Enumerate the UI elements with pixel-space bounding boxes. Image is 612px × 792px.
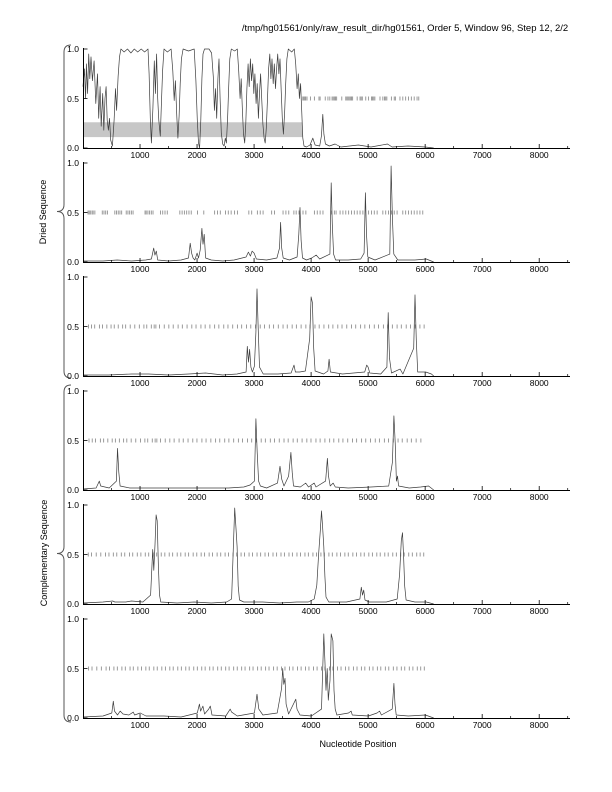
y-tick-label: 0.5 [67,663,79,674]
y-tick-label: 0.5 [67,549,79,560]
dried-sequence-label: Dried Sequence [38,179,48,245]
x-tick-label: 6000 [415,378,435,388]
x-tick-label: 4000 [301,720,321,730]
y-tick-label: 0.5 [67,435,79,446]
x-tick-label: 1000 [130,150,150,160]
signal-line [83,634,434,718]
y-tick-label: 0.0 [67,371,79,381]
x-tick-label: 2000 [187,606,207,616]
x-tick-label: 1000 [130,720,150,730]
x-tick-label: 3000 [244,378,264,388]
signal-panel-complementary-2 [83,504,570,605]
x-tick-label: 1000 [130,264,150,274]
x-tick-label: 3000 [244,492,264,502]
x-tick-label: 3000 [244,606,264,616]
signal-panel-complementary-1 [83,390,570,491]
y-tick-label: 1.0 [67,386,79,396]
x-tick-label: 5000 [358,150,378,160]
y-tick-label: 1.0 [67,272,79,282]
y-tick-label: 0.0 [67,599,79,609]
y-tick-label: 0.0 [67,257,79,267]
y-tick-label: 0.0 [67,143,79,153]
x-tick-label: 3000 [244,264,264,274]
x-tick-label: 8000 [529,606,549,616]
x-tick-label: 8000 [529,264,549,274]
signal-plot-dried-2 [83,162,570,265]
y-tick-label: 1.0 [67,500,79,510]
x-tick-label: 4000 [301,492,321,502]
signal-plot-complementary-3 [83,618,570,721]
x-tick-label: 5000 [358,720,378,730]
x-tick-label: 4000 [301,150,321,160]
y-tick-label: 1.0 [67,44,79,54]
x-tick-label: 7000 [472,606,492,616]
y-tick-label: 0.0 [67,485,79,495]
x-tick-label: 5000 [358,378,378,388]
signal-line [83,289,434,376]
signal-panel-complementary-3 [83,618,570,719]
signal-line [83,508,434,604]
signal-panel-dried-3 [83,276,570,377]
x-tick-label: 6000 [415,606,435,616]
x-tick-label: 1000 [130,606,150,616]
signal-line [83,416,434,490]
y-tick-label: 0.5 [67,207,79,218]
signal-line [83,166,434,262]
x-tick-label: 7000 [472,264,492,274]
x-tick-label: 5000 [358,492,378,502]
y-tick-label: 0.5 [67,93,79,104]
y-tick-label: 1.0 [67,158,79,168]
x-axis-label: Nucleotide Position [319,739,397,749]
x-tick-label: 5000 [358,606,378,616]
x-tick-label: 6000 [415,264,435,274]
x-tick-label: 7000 [472,378,492,388]
x-tick-label: 7000 [472,492,492,502]
y-tick-label: 1.0 [67,614,79,624]
x-tick-label: 4000 [301,606,321,616]
x-tick-label: 3000 [244,720,264,730]
x-tick-label: 6000 [415,150,435,160]
signal-plot-complementary-1 [83,390,570,493]
x-tick-label: 2000 [187,492,207,502]
x-tick-label: 8000 [529,378,549,388]
signal-plot-dried-1 [83,48,570,151]
signal-panel-dried-1 [83,48,570,149]
x-tick-label: 1000 [130,492,150,502]
x-tick-label: 6000 [415,720,435,730]
y-tick-label: 0.0 [67,713,79,723]
x-tick-label: 2000 [187,150,207,160]
x-tick-label: 7000 [472,720,492,730]
y-tick-label: 0.5 [67,321,79,332]
x-tick-label: 3000 [244,150,264,160]
signal-panel-dried-2 [83,162,570,263]
x-tick-label: 4000 [301,264,321,274]
x-tick-label: 4000 [301,378,321,388]
complementary-sequence-label: Complementary Sequence [39,499,49,607]
x-tick-label: 1000 [130,378,150,388]
x-tick-label: 2000 [187,378,207,388]
signal-plot-complementary-2 [83,504,570,607]
signal-plot-dried-3 [83,276,570,379]
x-tick-label: 8000 [529,150,549,160]
x-tick-label: 5000 [358,264,378,274]
x-tick-label: 2000 [187,264,207,274]
x-tick-label: 2000 [187,720,207,730]
x-tick-label: 8000 [529,720,549,730]
x-tick-label: 6000 [415,492,435,502]
threshold-band [83,122,303,137]
x-tick-label: 7000 [472,150,492,160]
x-tick-label: 8000 [529,492,549,502]
figure-title: /tmp/hg01561/only/raw_result_dir/hg01561, Order 5, Window 96, Step 12, 2/2 [241,23,569,34]
